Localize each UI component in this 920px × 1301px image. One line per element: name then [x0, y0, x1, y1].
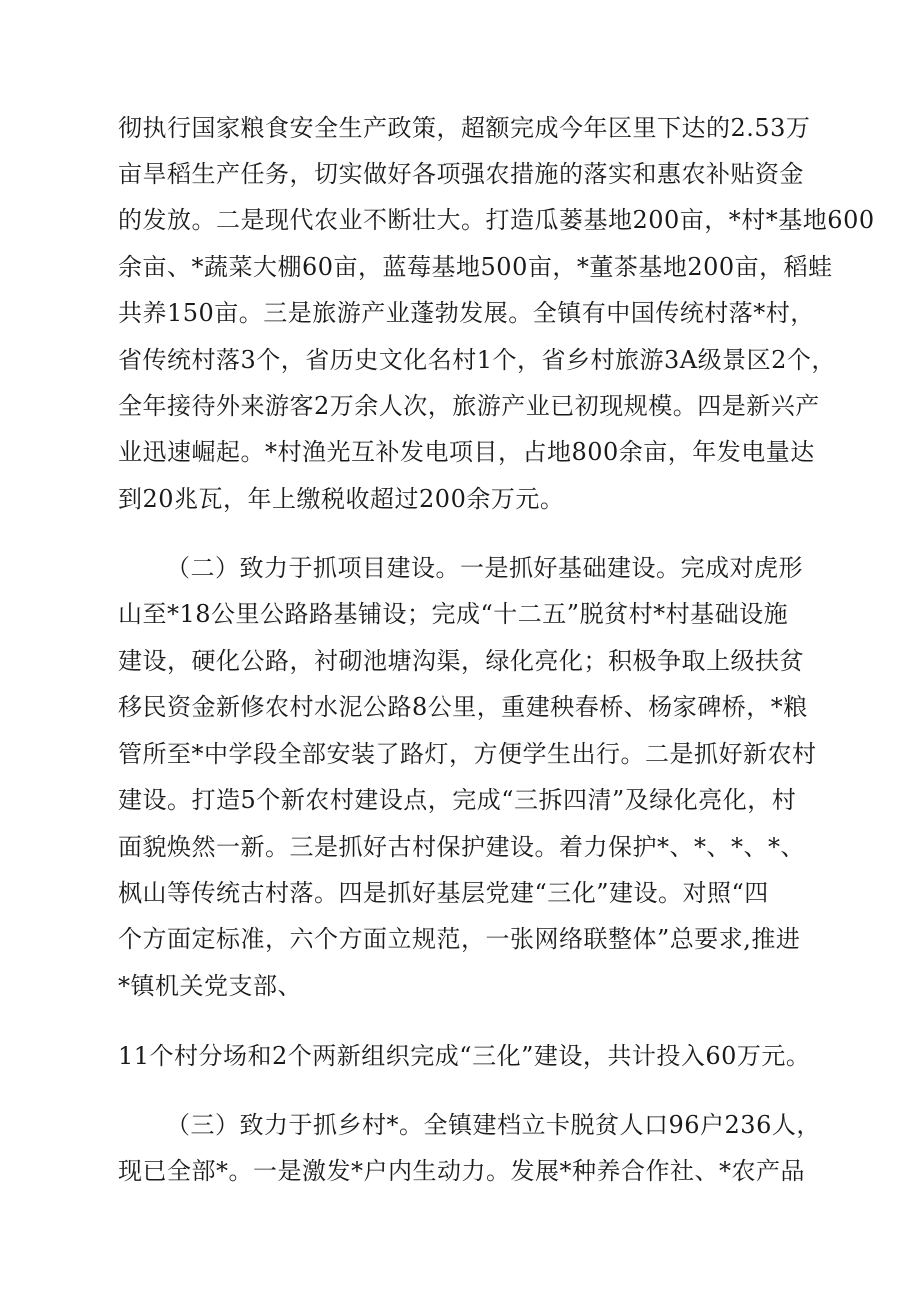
text-line: 到20兆瓦，年上缴税收超过200余万元。: [118, 485, 565, 513]
section-heading-line: （二）致力于抓项目建设。一是抓好基础建设。完成对虎形: [166, 554, 803, 582]
text-line: 现已全部*。一是激发*户内生动力。发展*种养合作社、*农产品: [118, 1157, 805, 1185]
text-line: 省传统村落3个，省历史文化名村1个，省乡村旅游3A级景区2个，: [118, 346, 836, 374]
section-heading-line: （三）致力于抓乡村*。全镇建档立卡脱贫人口96户236人，: [166, 1111, 821, 1139]
text-line: 个方面定标准，六个方面立规范，一张网络联整体”总要求,推进: [118, 925, 801, 953]
text-line: 全年接待外来游客2万余人次，旅游产业已初现规模。四是新兴产: [118, 392, 820, 420]
text-line: 枫山等传统古村落。四是抓好基层党建“三化”建设。对照“四: [118, 879, 769, 907]
text-line: 彻执行国家粮食安全生产政策，超额完成今年区里下达的2.53万: [118, 114, 811, 142]
text-line: 移民资金新修农村水泥公路8公里，重建秧春桥、杨家碑桥，*粮: [118, 693, 808, 721]
text-line: *镇机关党支部、: [118, 972, 302, 1000]
text-line: 共养150亩。三是旅游产业蓬勃发展。全镇有中国传统村落*村，: [118, 299, 815, 327]
text-line: 余亩、*蔬菜大棚60亩，蓝莓基地500亩，*董茶基地200亩，稻蛙: [118, 253, 833, 281]
text-line: 山至*18公里公路路基铺设；完成“十二五”脱贫村*村基础设施: [118, 600, 789, 628]
text-line: 的发放。二是现代农业不断壮大。打造瓜蒌基地200亩，*村*基地600: [118, 206, 875, 234]
text-line: 建设。打造5个新农村建设点，完成“三拆四清”及绿化亮化，村: [118, 786, 797, 814]
text-line: 亩旱稻生产任务，切实做好各项强农措施的落实和惠农补贴资金: [118, 160, 804, 188]
text-line: 建设，硬化公路，衬砌池塘沟渠，绿化亮化；积极争取上级扶贫: [118, 647, 804, 675]
text-line: 业迅速崛起。*村渔光互补发电项目，占地800余亩，年发电量达: [118, 438, 815, 466]
text-line: 管所至*中学段全部安装了路灯，方便学生出行。二是抓好新农村: [118, 740, 817, 768]
text-line: 11个村分场和2个两新组织完成“三化”建设，共计投入60万元。: [118, 1042, 811, 1070]
text-line: 面貌焕然一新。三是抓好古村保护建设。着力保护*、*、*、*、: [118, 833, 805, 861]
